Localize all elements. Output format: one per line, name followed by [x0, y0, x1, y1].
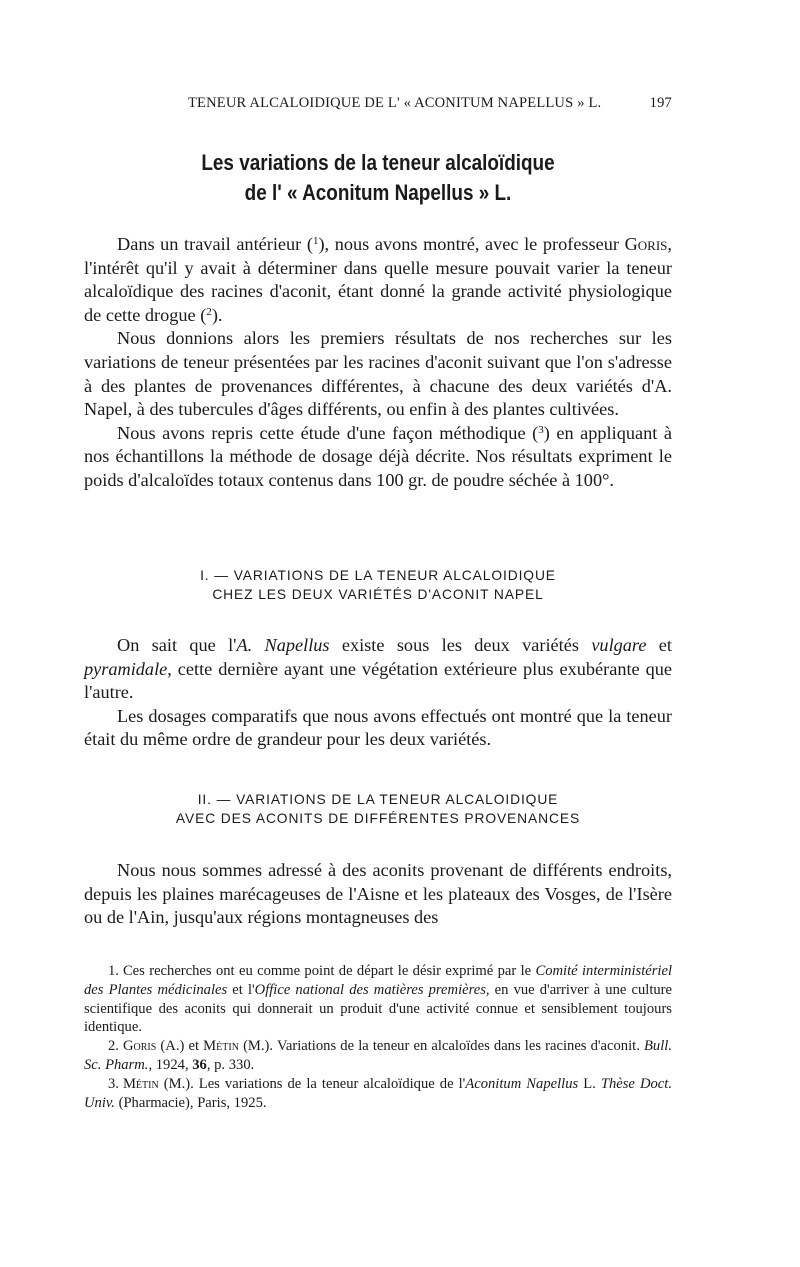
variety-vulgare: vulgare: [591, 635, 647, 655]
article-title: [125, 148, 631, 208]
footnote-2: [84, 1037, 672, 1075]
intro-paragraph-3: [84, 422, 672, 493]
text-run: Nous avons repris cette étude d'une façon méthodique (: [117, 422, 539, 443]
text-run: et l': [227, 981, 255, 998]
volume-number: 36: [192, 1056, 207, 1073]
section-1-heading-line-2: CHEZ LES DEUX VARIÉTÉS D'ACONIT NAPEL: [212, 587, 544, 602]
footnote-ref-1: 1: [312, 235, 319, 247]
text-run: Dans un travail antérieur (: [117, 234, 313, 254]
section-1-paragraph-2: Les dosages comparatifs que nous avons effectués ont montré que la teneur était du même ordre de grandeur pour les deux variétés.: [84, 705, 672, 750]
text-run: (Pharmacie), Paris, 1925.: [114, 1094, 267, 1111]
intro-section: [84, 233, 672, 493]
footnote-ref-2: 2: [206, 305, 212, 318]
footnote-number: 3.: [108, 1075, 119, 1092]
section-2-body: [84, 859, 672, 930]
article-title-line-1: Les variations de la teneur alcaloïdique: [201, 150, 555, 175]
text-run: , p. 330.: [206, 1056, 255, 1073]
text-run: ).: [211, 304, 223, 325]
text-run: (M.). Les variations de la teneur alcaloïdique de l': [158, 1075, 466, 1092]
text-run: ) en appliquant à nos échantillons la méthode de dosage déjà décrite. Nos résultats expriment le poids d'alcaloïdes totaux contenus dans 100 gr. de poudre séchée à 100°.: [84, 422, 672, 490]
footnote-number: 2.: [108, 1038, 119, 1055]
section-2-heading: [84, 790, 672, 828]
text-run: On sait que l': [117, 635, 237, 655]
footnote-3: [84, 1075, 672, 1113]
section-1-body: [84, 634, 672, 752]
footnote-ref-3: 3: [538, 423, 544, 436]
text-run: (M.). Variations de la teneur en alcaloïdes dans les racines d'aconit.: [238, 1038, 645, 1055]
variety-pyramidale: pyramidale: [84, 658, 168, 679]
intro-paragraph-1: [84, 233, 672, 327]
text-run: , en vue d'arriver à une culture scientifique des aconits qui donnerait un produit d'une activité connue et sensiblement toujours identique.: [84, 981, 673, 1036]
text-run: et: [646, 635, 672, 655]
author-name: Goris: [624, 234, 668, 254]
section-2-heading-line-2: AVEC DES ACONITS DE DIFFÉRENTES PROVENANCES: [175, 811, 581, 826]
author-name: Goris: [122, 1038, 157, 1055]
section-2-heading-line-1: II. — VARIATIONS DE LA TENEUR ALCALOIDIQUE: [197, 792, 559, 807]
text-run: , 1924,: [148, 1056, 193, 1073]
section-2-paragraph-1: Nous nous sommes adressé à des aconits provenant de différents endroits, depuis les plaines marécageuses de l'Aisne et les plateaux des Vosges, de l'Isère ou de l'Ain, jusqu'aux régions montagneuses des: [84, 860, 672, 928]
text-run: existe sous les deux variétés: [329, 635, 592, 655]
section-1-heading-line-1: I. — VARIATIONS DE LA TENEUR ALCALOIDIQUE: [200, 568, 556, 583]
organization-name: Comité interministériel des Plantes médicinales: [84, 963, 672, 998]
footnotes: [84, 962, 672, 1112]
section-1-heading: [84, 566, 672, 604]
text-run: (A.) et: [156, 1038, 204, 1055]
page-number: 197: [649, 95, 672, 111]
intro-paragraph-2: Nous donnions alors les premiers résultats de nos recherches sur les variations de teneur présentées par les racines d'aconit suivant que l'on s'adresse à des plantes de provenances différentes, à chacune des deux variétés d'A. Napel, à des tubercules d'âges différents, ou enfin à des plantes cultivées.: [84, 328, 672, 420]
footnote-number: 1.: [108, 963, 119, 979]
text-run: ), nous avons montré, avec le professeur: [318, 234, 625, 254]
journal-name: Bull. Sc. Pharm.: [84, 1038, 672, 1073]
species-name: Aconitum Napellus: [465, 1075, 579, 1092]
author-name: Métin: [122, 1075, 159, 1092]
section-1-paragraph-1: [84, 634, 672, 705]
text-run: , l'intérêt qu'il y avait à déterminer dans quelle mesure pouvait varier la teneur alcaloïdique des racines d'aconit, étant donné la grande activité physiologique de cette drogue (: [84, 234, 672, 325]
article-title-line-2: de l' « Aconitum Napellus » L.: [244, 180, 512, 205]
running-head-title: TENEUR ALCALOIDIQUE DE L' « ACONITUM NAPELLUS » L.: [188, 95, 602, 111]
text-run: , cette dernière ayant une végétation extérieure plus exubérante que l'autre.: [84, 658, 672, 703]
footnote-1: [84, 962, 672, 1037]
organization-name: Office national des matières premières: [254, 981, 486, 998]
text-run: L.: [578, 1075, 601, 1092]
species-name: A. Napellus: [236, 635, 330, 655]
author-name: Métin: [203, 1038, 239, 1055]
thesis-title: Thèse Doct. Univ.: [84, 1075, 672, 1111]
text-run: Ces recherches ont eu comme point de départ le désir exprimé par le: [122, 963, 536, 979]
